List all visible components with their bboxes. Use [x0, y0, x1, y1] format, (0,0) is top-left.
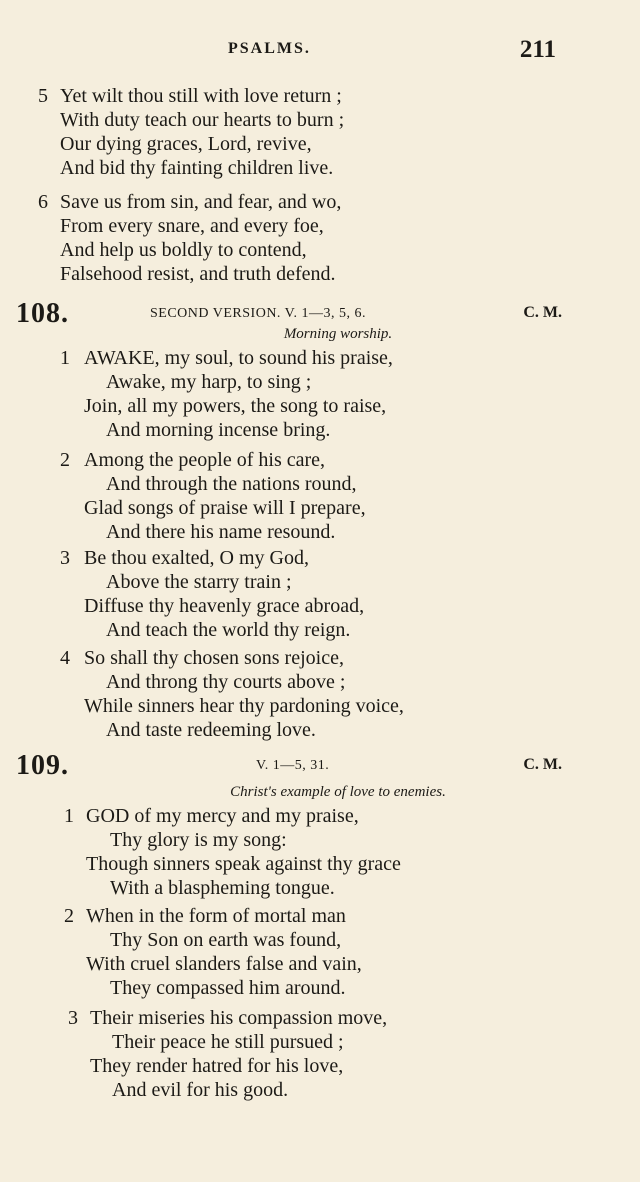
verse-line: Our dying graces, Lord, revive, [60, 133, 312, 155]
stanza-number: 3 [68, 1007, 78, 1029]
verse-line: Thy glory is my song: [110, 829, 287, 851]
verse-line: And help us boldly to contend, [60, 239, 307, 261]
verse-line: Thy Son on earth was found, [110, 929, 342, 951]
stanza-number: 2 [60, 449, 70, 471]
verse-line: They render hatred for his love, [90, 1055, 344, 1077]
stanza-number: 5 [38, 85, 48, 107]
stanza [0, 84, 640, 180]
verse-line: From every snare, and every foe, [60, 215, 324, 237]
hymn-heading [0, 298, 640, 328]
verse-line: Join, all my powers, the song to raise, [84, 395, 387, 417]
stanza [0, 546, 640, 642]
verse-line: And evil for his good. [112, 1079, 289, 1101]
stanza-number: 1 [64, 805, 74, 827]
running-title: PSALMS. [228, 40, 311, 57]
stanza-number: 3 [60, 547, 70, 569]
verse-line: So shall thy chosen sons rejoice, [84, 647, 344, 669]
verse-line: Though sinners speak against thy grace [86, 853, 401, 875]
stanza-number: 1 [60, 347, 70, 369]
stanza [0, 804, 640, 900]
verse-line: Their peace he still pursued ; [112, 1031, 344, 1053]
verse-line: And morning incense bring. [106, 419, 331, 441]
verse-line: Awake, my harp, to sing ; [106, 371, 312, 393]
hymn-version-verses: SECOND VERSION. V. 1—3, 5, 6. [150, 306, 366, 321]
stanza [0, 1006, 640, 1102]
verse-line: And throng thy courts above ; [106, 671, 346, 693]
stanza [0, 904, 640, 1000]
verse-line: With cruel slanders false and vain, [86, 953, 362, 975]
verse-line: And taste redeeming love. [106, 719, 316, 741]
verse-line: When in the form of mortal man [86, 905, 346, 927]
verse-line: Glad songs of praise will I prepare, [84, 497, 366, 519]
verse-line: Diffuse thy heavenly grace abroad, [84, 595, 365, 617]
hymn-meter: C. M. [523, 756, 562, 773]
verse-line: Be thou exalted, O my God, [84, 547, 309, 569]
verse-line: Yet wilt thou still with love return ; [60, 85, 342, 107]
hymn-subtitle: Christ's example of love to enemies. [230, 784, 446, 800]
hymn-number: 108. [16, 298, 69, 329]
hymn-meter: C. M. [523, 304, 562, 321]
verse-line: With a blaspheming tongue. [110, 877, 335, 899]
stanza [0, 190, 640, 286]
stanza [0, 646, 640, 742]
verse-line: With duty teach our hearts to burn ; [60, 109, 345, 131]
hymn-verses: V. 1—5, 31. [256, 758, 330, 773]
page-number: 211 [519, 36, 556, 63]
stanza-number: 6 [38, 191, 48, 213]
verse-line: And bid thy fainting children live. [60, 157, 334, 179]
stanza-number: 2 [64, 905, 74, 927]
verse-line: Their miseries his compassion move, [90, 1007, 388, 1029]
verse-line: AWAKE, my soul, to sound his praise, [84, 347, 393, 369]
verse-line: And there his name resound. [106, 521, 336, 543]
verse-line: They compassed him around. [110, 977, 346, 999]
verse-line: And through the nations round, [106, 473, 357, 495]
hymn-number: 109. [16, 750, 69, 781]
hymn-subtitle: Morning worship. [283, 326, 393, 342]
stanza-number: 4 [60, 647, 70, 669]
hymn-heading [0, 750, 640, 780]
verse-line: GOD of my mercy and my praise, [86, 805, 359, 827]
verse-line: Among the people of his care, [84, 449, 326, 471]
running-head [0, 36, 640, 66]
verse-line: Above the starry train ; [106, 571, 292, 593]
verse-line: While sinners hear thy pardoning voice, [84, 695, 404, 717]
verse-line: Falsehood resist, and truth defend. [60, 263, 336, 285]
verse-line: And teach the world thy reign. [106, 619, 351, 641]
stanza [0, 346, 640, 442]
stanza [0, 448, 640, 544]
verse-line: Save us from sin, and fear, and wo, [60, 191, 342, 213]
